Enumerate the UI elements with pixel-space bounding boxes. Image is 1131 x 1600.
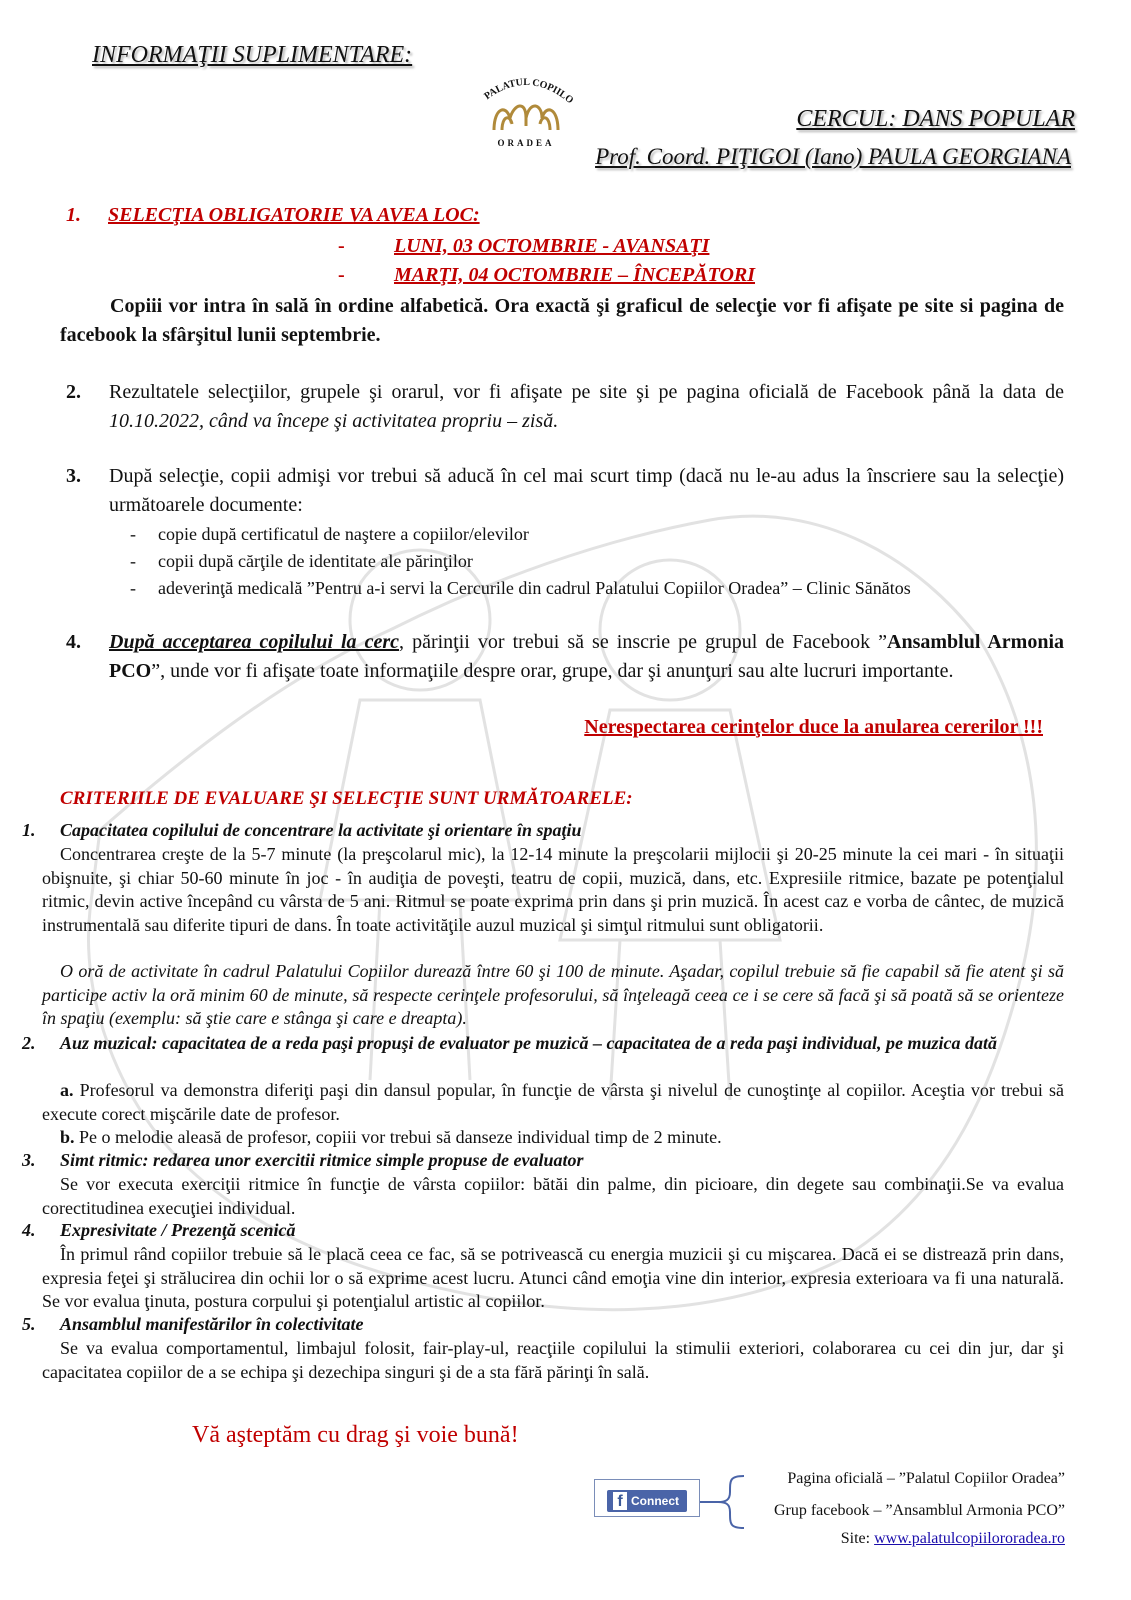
selection-heading-text: SELECŢIA OBLIGATORIE VA AVEA LOC: (108, 204, 480, 226)
list-item: - copii după cărţile de identitate ale părinţilor (134, 548, 911, 575)
facebook-icon: f (613, 1492, 627, 1510)
logo-bottom-text: ORADEA (497, 138, 555, 148)
item-results: 2. Rezultatele selecţiilor, grupele şi orarul, vor fi afişate pe site şi pe pagina oficială de Facebook până la data de 10.10.2022, când va începe şi activitatea propriu – zisă. (66, 381, 1064, 432)
footer-facebook-group: Grup facebook – ”Ansamblul Armonia PCO” (773, 1502, 1065, 1519)
criterion-1-note: O oră de activitate în cadrul Palatului Copiilor durează între 60 şi 100 de minute. Aşadar, copilul trebuie să fie capabil să fie atent şi să participe activ la oră minim 60 de minute, să respecte cerinţele profesorului, să înţeleagă ceea ce i se cere să facă şi să poată să se orienteze în spaţiu (exemplu: să ştie care e stânga şi care e dreapta). (42, 961, 1064, 1028)
criteria-heading: CRITERIILE DE EVALUARE ŞI SELECŢIE SUNT URMĂTOARELE: (60, 788, 633, 809)
criterion-2-a: a. Profesorul va demonstra diferiţi paşi din dansul popular, în funcţie de vârsta şi nivelul de cunoştinţe al copiilor. Aceştia vor trebui să execute corect mişcările date de profesor. (42, 1080, 1064, 1124)
selection-note: Copiii vor intra în sală în ordine alfabetică. Ora exactă şi graficul de selecţie vor fi afişate pe site si pagina de facebook la sfârşitul lunii septembrie. (60, 295, 1064, 346)
facebook-connect-button[interactable] (607, 1490, 687, 1512)
criterion-3-title: 3. Simt ritmic: redarea unor exercitii ritmice simple propuse de evaluator (22, 1150, 584, 1170)
site-link[interactable]: www.palatulcopiilororadea.ro (874, 1530, 1065, 1547)
documents-list (134, 521, 911, 602)
svg-text:PALATUL COPIILOR (476, 70, 576, 106)
criterion-2-b: b. Pe o melodie aleasă de profesor, copiii vor trebui să danseze individual timp de 2 minute. (60, 1127, 722, 1147)
item-facebook-group: 4. După acceptarea copilului la cerc, părinţii vor trebui să se inscrie pe grupul de Facebook ”Ansamblul Armonia PCO”, unde vor fi afişate toate informaţiile despre orar, grupe, dar şi anunţuri sau alte lucruri importante. (66, 631, 1065, 682)
palatul-copiilor-logo (476, 70, 576, 150)
selection-number: 1. (66, 204, 81, 226)
selection-heading (66, 204, 480, 227)
footer-official-page: Pagina oficială – ”Palatul Copiilor Oradea” (787, 1470, 1065, 1487)
facebook-connect-label: Connect (631, 1494, 679, 1508)
logo-top-text: PALATUL COPIILO (482, 76, 576, 107)
document-title: INFORMAŢII SUPLIMENTARE: (92, 42, 413, 68)
criterion-2-title: 2. Auz muzical: capacitatea de a reda paşi propuşi de evaluator pe muzică – capacitatea de a reda paşi individual, pe muzica dată (22, 1033, 997, 1053)
warning-text: Nerespectarea cerinţelor duce la anularea cererilor !!! (584, 716, 1043, 738)
item-documents: 3. După selecţie, copii admişi vor trebui să aducă în cel mai scurt timp (dacă nu le-au adus la înscriere sau la selecţie) următoarele documente: (66, 465, 1064, 516)
coordinator-name: Prof. Coord. PIŢIGOI (Iano) PAULA GEORGIANA (595, 144, 1071, 169)
criterion-5-title: 5. Ansamblul manifestărilor în colectivitate (22, 1314, 364, 1334)
list-item: - copie după certificatul de naştere a copiilor/elevilor (134, 521, 911, 548)
criterion-4-text: În primul rând copiilor trebuie să le placă ceea ce fac, să se potrivească cu energia muzicii şi cu mişcarea. Dacă ei se distrează prin dans, expresia feţei şi strălucirea din ochii lor o să exprime acest lucru. Atunci când emoţia vine din interior, expresia exterioara va fi una naturală. Se vor evalua ţinuta, postura corpului şi potenţialul artistic al copiilor. (42, 1244, 1064, 1311)
list-item: - adeverinţă medicală ”Pentru a-i servi la Cercurile din cadrul Palatului Copiilor Oradea” – Clinic Sănătos (134, 575, 911, 602)
circle-name: CERCUL: DANS POPULAR (796, 106, 1075, 132)
welcome-message: Vă aşteptăm cu drag şi voie bună! (192, 1422, 519, 1448)
criterion-4-title: 4. Expresivitate / Prezenţă scenică (22, 1220, 296, 1240)
selection-date-2: - MARŢI, 04 OCTOMBRIE – ÎNCEPĂTORI (338, 264, 756, 286)
criterion-1-title: 1. Capacitatea copilului de concentrare la activitate şi orientare în spaţiu (22, 820, 582, 840)
selection-date-1: - LUNI, 03 OCTOMBRIE - AVANSAŢI (338, 235, 710, 257)
brace-connector (700, 1474, 750, 1530)
criterion-5-text: Se va evalua comportamentul, limbajul folosit, fair-play-ul, reacţiile copilului la stimulii exteriori, colaborarea cu cei din jur, dar şi capacitatea copiilor de a se echipa şi dezechipa singuri şi de a sta fără părinţi în sală. (42, 1338, 1064, 1382)
footer-site: Site: www.palatulcopiilororadea.ro (840, 1530, 1065, 1547)
criterion-3-text: Se vor executa exerciţii ritmice în funcţie de vârsta copiilor: bătăi din palme, din picioare, din degete sau combinaţii.Se va evalua corectitudinea execuţiei individual. (42, 1174, 1064, 1218)
criterion-1-text: Concentrarea creşte de la 5-7 minute (la preşcolarul mic), la 12-14 minute la preşcolarii mijlocii şi 20-25 minute la cei mari - în situaţii obişnuite, şi chiar 50-60 minute în joc - în audiţia de poveşti, teatru de copii, muzică, dans, etc. Expresiile ritmice, bazate pe potenţialul ritmic, devin active începând cu vârsta de 5 ani. Ritmul se poate exprima prin dans şi prin muzică. În acest caz e vorba de cântec, de muzică instrumentală sau diferite tipuri de dans. În toate activităţile auzul muzical şi simţul ritmului sunt obligatorii. (42, 844, 1064, 935)
